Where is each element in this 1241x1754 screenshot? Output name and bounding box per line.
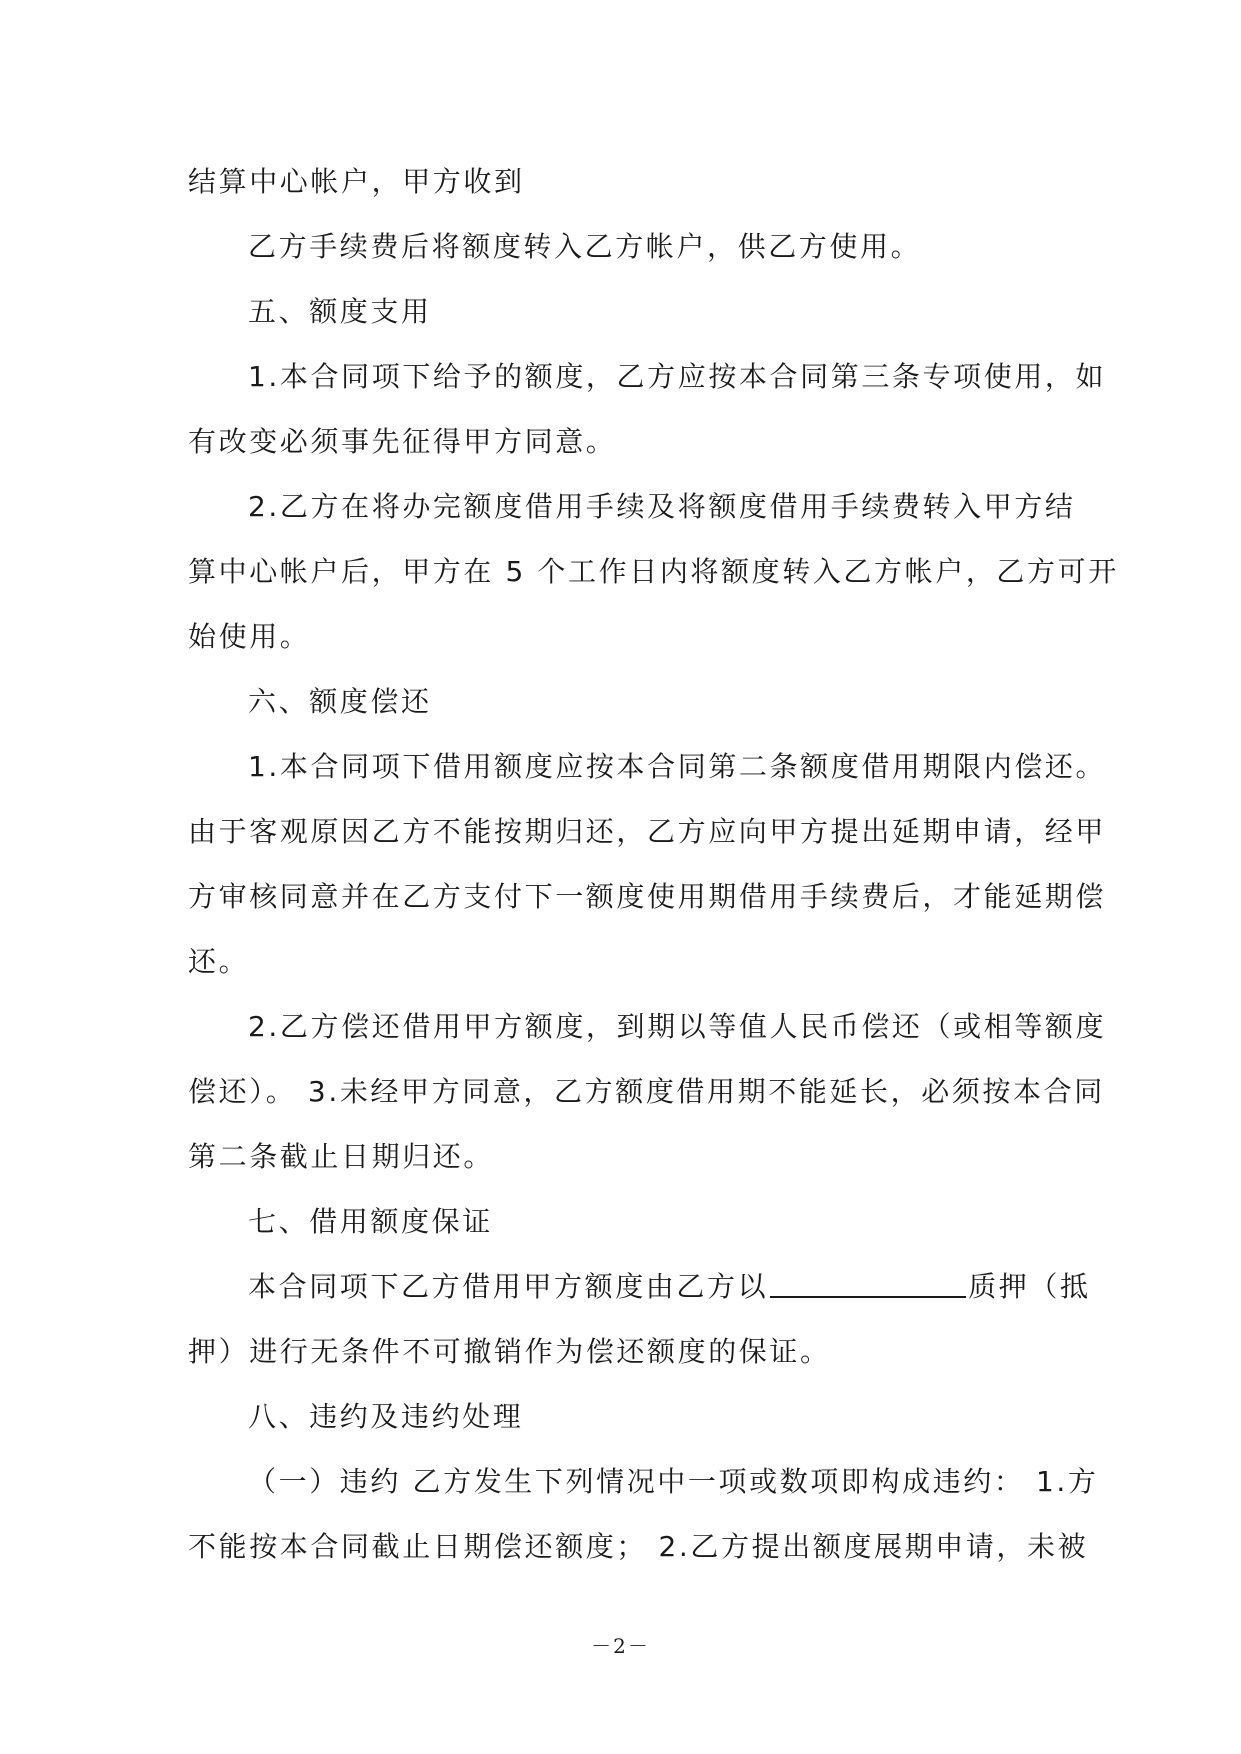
text-line: 2.乙方在将办完额度借用手续及将额度借用手续费转入甲方结 (248, 490, 1076, 523)
text-line: 1.本合同项下借用额度应按本合同第二条额度借用期限内偿还。 (248, 750, 1107, 783)
text-line: 2.乙方偿还借用甲方额度，到期以等值人民币偿还（或相等额度 (248, 1010, 1107, 1043)
text-line: 1.本合同项下给予的额度，乙方应按本合同第三条专项使用，如 (248, 360, 1107, 393)
section-heading: 七、借用额度保证 (248, 1205, 493, 1238)
text-line: 始使用。 (188, 620, 311, 653)
page-number: －2－ (591, 1634, 650, 1658)
text-line: 算中心帐户后，甲方在 5 个工作日内将额度转入乙方帐户，乙方可开 (188, 555, 1119, 588)
text-line: 偿还）。 3.未经甲方同意，乙方额度借用期不能延长，必须按本合同 (188, 1075, 1105, 1108)
text-line: 结算中心帐户，甲方收到 (188, 165, 525, 198)
text-segment: 本合同项下乙方借用甲方额度由乙方以 (248, 1270, 769, 1303)
text-line: 还。 (188, 945, 250, 978)
section-heading: 五、额度支用 (248, 295, 432, 328)
text-line: 第二条截止日期归还。 (188, 1140, 495, 1173)
text-line: （一）违约 乙方发生下列情况中一项或数项即构成违约： 1.方 (248, 1465, 1099, 1498)
fill-in-blank (770, 1266, 966, 1298)
text-line: 方审核同意并在乙方支付下一额度使用期借用手续费后，才能延期偿 (188, 880, 1107, 913)
text-line: 押）进行无条件不可撤销作为偿还额度的保证。 (188, 1335, 831, 1368)
text-line: 有改变必须事先征得甲方同意。 (188, 425, 617, 458)
text-line: 不能按本合同截止日期偿还额度； 2.乙方提出额度展期申请，未被 (188, 1530, 1089, 1563)
text-line: 由于客观原因乙方不能按期归还，乙方应向甲方提出延期申请，经甲 (188, 815, 1107, 848)
section-heading: 八、违约及违约处理 (248, 1400, 524, 1433)
text-segment: 质押（抵 (968, 1270, 1091, 1303)
text-line: 乙方手续费后将额度转入乙方帐户，供乙方使用。 (248, 230, 922, 263)
document-body (188, 160, 1119, 1590)
section-heading: 六、额度偿还 (248, 685, 432, 718)
text-line-with-blank (188, 1265, 1091, 1330)
